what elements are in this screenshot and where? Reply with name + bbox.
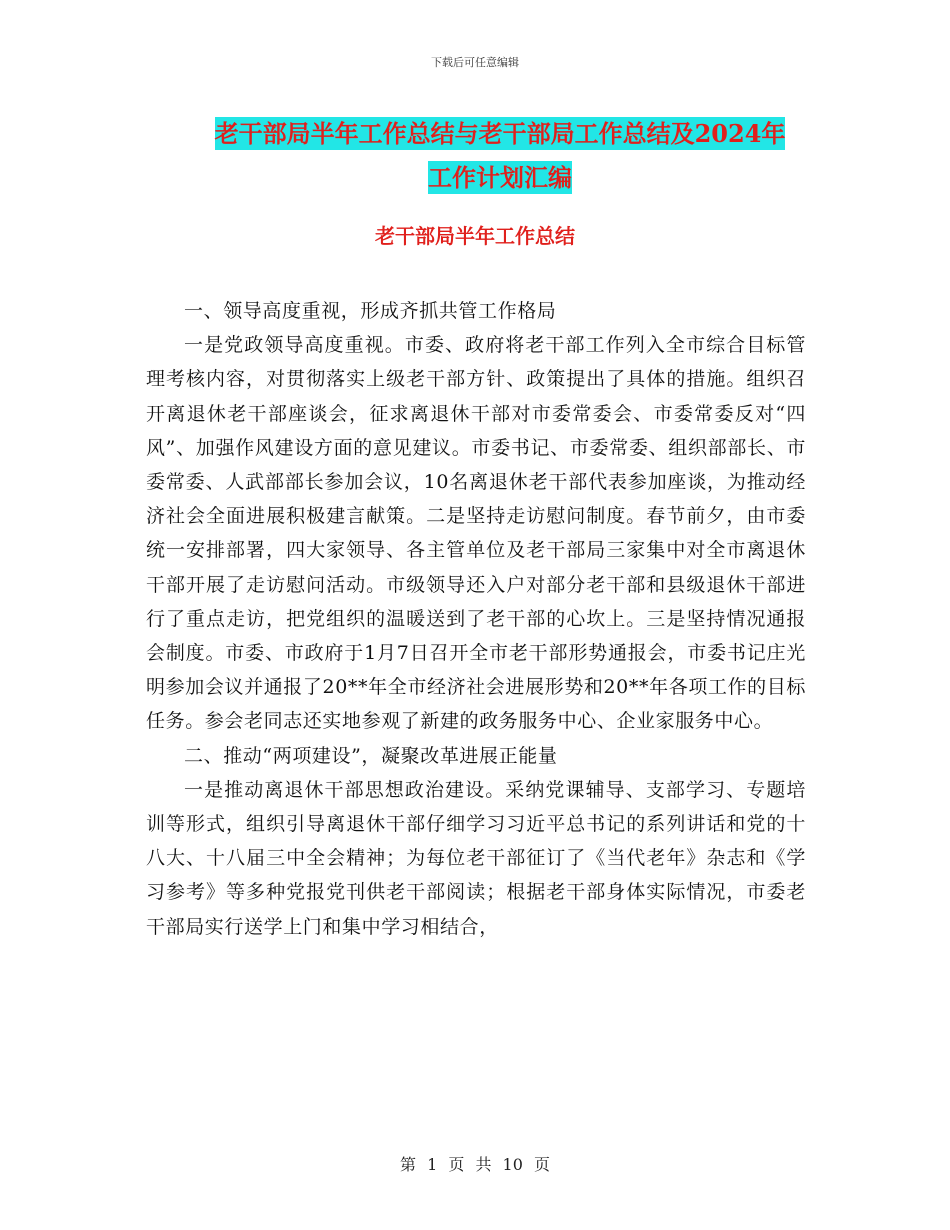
header-note: 下载后可任意编辑: [431, 56, 519, 69]
heading-2: 二、推动“两项建设”，凝聚改革进展正能量: [184, 744, 558, 767]
document-title-line1: 老干部局半年工作总结与老干部局工作总结及2024年: [214, 119, 786, 148]
document-body: [146, 294, 806, 944]
document-title: [140, 112, 860, 200]
paragraph-1: 一是党政领导高度重视。市委、政府将老干部工作列入全市综合目标管理考核内容，对贯彻落实上级老干部方针、政策提出了具体的措施。组织召开离退休老干部座谈会，征求离退休干部对市委常委会、市委常委反对“四风”、加强作风建设方面的意见建议。市委书记、市委常委、组织部部长、市委常委、人武部部长参加会议，10名离退休老干部代表参加座谈，为推动经济社会全面进展积极建言献策。二是坚持走访慰问制度。春节前夕，由市委统一安排部署，四大家领导、各主管单位及老干部局三家集中对全市离退休干部开展了走访慰问活动。市级领导还入户对部分老干部和县级退休干部进行了重点走访，把党组织的温暖送到了老干部的心坎上。三是坚持情况通报会制度。市委、市政府于1月7日召开全市老干部形势通报会，市委书记庄光明参加会议并通报了20**年全市经济社会进展形势和20**年各项工作的目标任务。参会老同志还实地参观了新建的政务服务中心、企业家服务中心。: [146, 334, 806, 733]
document-title-line2: 工作计划汇编: [428, 163, 572, 192]
page-number: 第 1 页 共 10 页: [400, 1155, 550, 1174]
heading-1: 一、领导高度重视，形成齐抓共管工作格局: [184, 300, 557, 322]
section-title: 老干部局半年工作总结: [375, 224, 575, 248]
paragraph-2: 一是推动离退休干部思想政治建设。采纳党课辅导、支部学习、专题培训等形式，组织引导离退休干部仔细学习习近平总书记的系列讲话和党的十八大、十八届三中全会精神；为每位老干部征订了《当代老年》杂志和《学习参考》等多种党报党刊供老干部阅读；根据老干部身体实际情况，市委老干部局实行送学上门和集中学习相结合，: [146, 778, 806, 938]
